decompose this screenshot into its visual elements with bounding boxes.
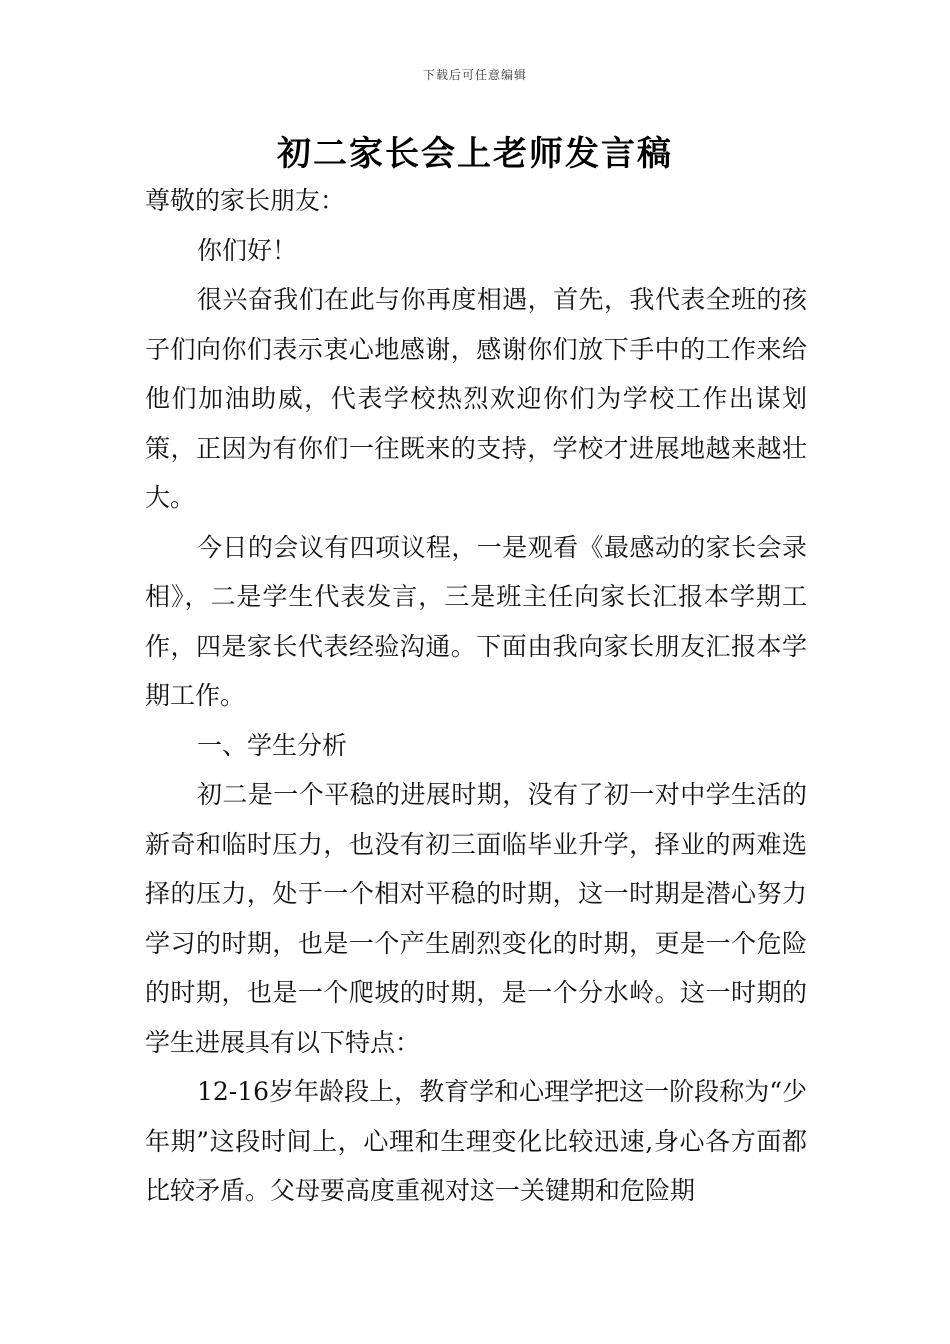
paragraph-agenda: 今日的会议有四项议程，一是观看《最感动的家长会录相》，二是学生代表发言，三是班主任向家长汇报本学期工作，四是家长代表经验沟通。下面由我向家长朋友汇报本学期工作。 bbox=[145, 532, 807, 710]
section-heading: 一、学生分析 bbox=[197, 730, 348, 760]
paragraph-intro: 很兴奋我们在此与你再度相遇，首先，我代表全班的孩子们向你们表示衷心地感谢，感谢你们放下手中的工作来给他们加油助威，代表学校热烈欢迎你们为学校工作出谋划策，正因为有你们一往既来的支持，学校才进展地越来越壮大。 bbox=[145, 285, 807, 512]
paragraph-age-stage: 12-16岁年龄段上，教育学和心理学把这一阶段称为“少年期”这段时间上，心理和生理变化比较迅速,身心各方面都比较矛盾。父母要高度重视对这一关键期和危险期 bbox=[145, 1077, 807, 1205]
document-title: 初二家长会上老师发言稿 bbox=[277, 134, 673, 174]
greeting: 你们好！ bbox=[197, 235, 298, 265]
paragraph-analysis: 初二是一个平稳的进展时期，没有了初一对中学生活的新奇和临时压力，也没有初三面临毕业升学，择业的两难选择的压力，处于一个相对平稳的时期，这一时期是潜心努力学习的时期，也是一个产生剧烈变化的时期，更是一个危险的时期，也是一个爬坡的时期，是一个分水岭。这一时期的学生进展具有以下特点： bbox=[145, 780, 807, 1057]
salutation: 尊敬的家长朋友： bbox=[145, 186, 346, 215]
header-note: 下载后可任意编辑 bbox=[422, 68, 527, 82]
document-body bbox=[145, 176, 807, 1216]
